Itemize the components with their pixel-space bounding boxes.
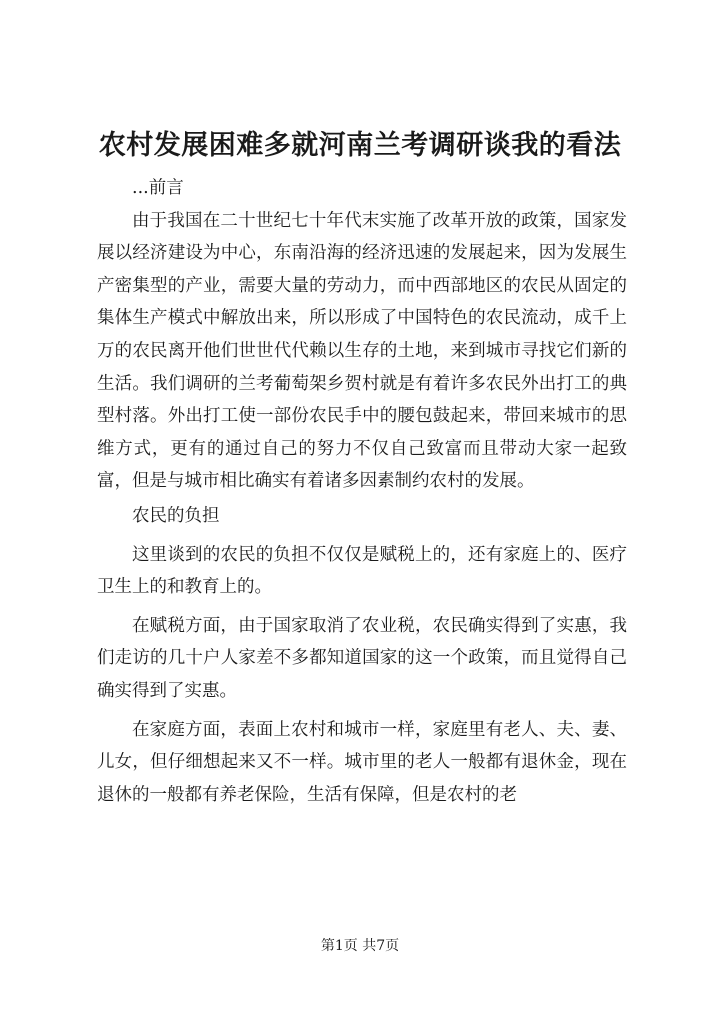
page-footer: 第1页 共7页 (320, 938, 400, 954)
document-body (97, 172, 627, 811)
paragraph-family: 在家庭方面，表面上农村和城市一样，家庭里有老人、夫、妻、儿女，但仔细想起来又不一样。城市里的老人一般都有退休金，现在退休的一般都有养老保险，生活有保障，但是农村的老 (97, 719, 627, 805)
document-title: 农村发展困难多就河南兰考调研谈我的看法 (98, 130, 622, 161)
paragraph-taxation: 在赋税方面，由于国家取消了农业税，农民确实得到了实惠，我们走访的几十户人家差不多都知道国家的这一个政策，而且觉得自己确实得到了实惠。 (97, 615, 627, 701)
paragraph-burden-overview: 这里谈到的农民的负担不仅仅是赋税上的，还有家庭上的、医疗卫生上的和教育上的。 (97, 544, 627, 598)
section-heading-farmer-burden: 农民的负担 (132, 505, 220, 526)
paragraph-intro: 由于我国在二十世纪七十年代末实施了改革开放的政策，国家发展以经济建设为中心，东南沿海的经济迅速的发展起来，因为发展生产密集型的产业，需要大量的劳动力，而中西部地区的农民从固定的集体生产模式中解放出来，所以形成了中国特色的农民流动，成千上万的农民离开他们世世代代赖以生存的土地，来到城市寻找它们新的生活。我们调研的兰考葡萄架乡贺村就是有着许多农民外出打工的典型村落。外出打工使一部份农民手中的腰包鼓起来，带回来城市的思维方式，更有的通过自己的努力不仅自己致富而且带动大家一起致富，但是与城市相比确实有着诸多因素制约农村的发展。 (97, 210, 627, 492)
preface-label: ...前言 (132, 178, 184, 198)
